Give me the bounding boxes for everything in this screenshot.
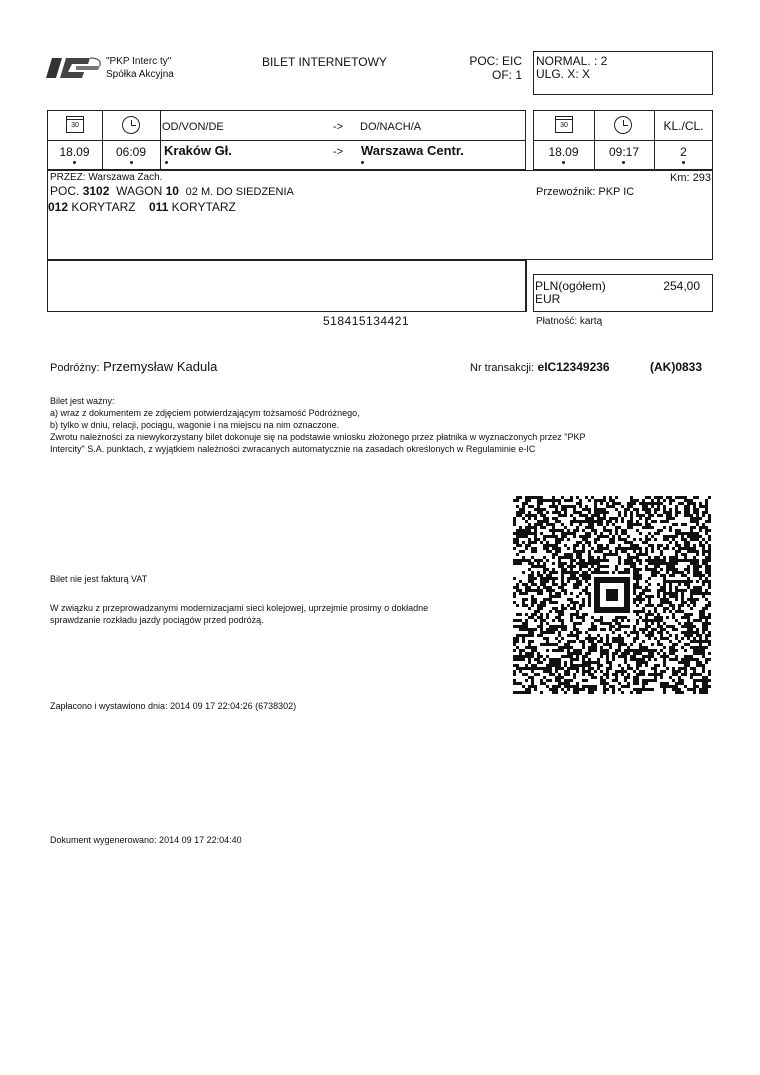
validity-line: Intercity" S.A. punktach, z wyjątkiem należności zwracanych automatycznie na zasadach określonych w Regulaminie e-IC	[50, 444, 536, 454]
validity-line: Bilet jest ważny:	[50, 396, 115, 406]
note-line: W związku z przeprowadzanymi modernizacjami sieci kolejowej, uprzejmie prosimy o dokładne	[50, 603, 429, 613]
generated-date: Dokument wygenerowano: 2014 09 17 22:04:40	[50, 835, 242, 845]
carrier: Przewoźnik: PKP IC	[536, 186, 635, 198]
transaction-label: Nr transakcji:	[470, 362, 535, 374]
wagon-number: 10	[165, 184, 179, 198]
document-title: BILET INTERNETOWY	[262, 55, 387, 69]
modernization-note	[50, 602, 510, 626]
train-prefix: POC.	[50, 184, 80, 198]
currency-pln: PLN(ogółem)	[535, 279, 606, 293]
arrow-station: ->	[333, 146, 344, 158]
from-label: OD/VON/DE	[162, 121, 224, 133]
pkp-ic-logo	[46, 56, 102, 80]
blank-box	[47, 260, 526, 312]
from-station: Kraków Gł.	[164, 143, 232, 158]
seat-type: KORYTARZ	[71, 200, 136, 214]
validity-line: Zwrotu należności za niewykorzystany bilet dokonuje się na podstawie wniosku złożonego przez płatnika w wyznaczonych przez "PKP	[50, 432, 586, 442]
passenger	[50, 359, 217, 374]
vat-note: Bilet nie jest fakturą VAT	[50, 574, 148, 584]
seat-number: 011	[148, 200, 169, 214]
via-station: PRZEZ: Warszawa Zach.	[50, 172, 163, 183]
tariff-box	[533, 51, 713, 95]
arrow-label: ->	[333, 121, 344, 133]
passenger-label: Podróżny:	[50, 362, 100, 374]
transaction-number: eIC12349236	[537, 360, 610, 374]
calendar-icon: 30	[555, 119, 573, 133]
validity-line: a) wraz z dokumentem ze zdjęciem potwierdzającym tożsamość Podróżnego,	[50, 408, 360, 418]
tariff-normal: NORMAL. : 2	[536, 54, 608, 68]
seat-type: KORYTARZ	[171, 200, 236, 214]
seat-number: 012	[48, 200, 69, 214]
company-name: "PKP Interc ty"	[106, 56, 172, 67]
wagon-label: WAGON	[116, 184, 163, 198]
arrival-time: 09:17	[608, 145, 640, 159]
transaction	[470, 360, 610, 374]
clock-icon	[614, 116, 632, 134]
departure-time: 06:09	[115, 145, 147, 159]
of-code: OF: 1	[491, 68, 522, 82]
departure-date: 18.09	[59, 145, 90, 159]
price-amount: 254,00	[663, 279, 700, 293]
class-value: 2	[680, 145, 687, 159]
validity-line: b) tylko w dniu, relacji, pociągu, wagonie i na miejscu na nim oznaczone.	[50, 420, 340, 430]
to-station: Warszawa Centr.	[361, 143, 464, 158]
validity-text	[50, 395, 710, 455]
issued-date: Zapłacono i wystawiono dnia: 2014 09 17 22:04:26 (6738302)	[50, 701, 297, 711]
seats-info: 02 M. DO SIEDZENIA	[185, 186, 294, 198]
passenger-name: Przemysław Kadula	[103, 359, 218, 374]
ak-code: (AK)0833	[650, 360, 703, 374]
company-type: Spółka Akcyjna	[106, 69, 174, 80]
class-label: KL./CL.	[663, 119, 704, 133]
qr-code	[513, 496, 711, 694]
train-info	[50, 184, 294, 198]
train-number: 3102	[82, 184, 110, 198]
currency-eur: EUR	[535, 292, 561, 306]
distance-km: Km: 293	[670, 172, 711, 184]
to-label: DO/NACH/A	[360, 121, 422, 133]
ticket-number: 518415134421	[323, 314, 410, 328]
note-line: sprawdzanie rozkładu jazdy pociągów przed podróżą.	[50, 615, 264, 625]
tariff-discount: ULG. X: X	[536, 67, 591, 81]
poc-code: POC: EIC	[469, 54, 522, 68]
payment-method: Płatność: kartą	[536, 316, 603, 327]
arrival-date: 18.09	[548, 145, 579, 159]
seats	[48, 200, 236, 214]
calendar-icon: 30	[66, 119, 84, 133]
clock-icon	[122, 116, 140, 134]
